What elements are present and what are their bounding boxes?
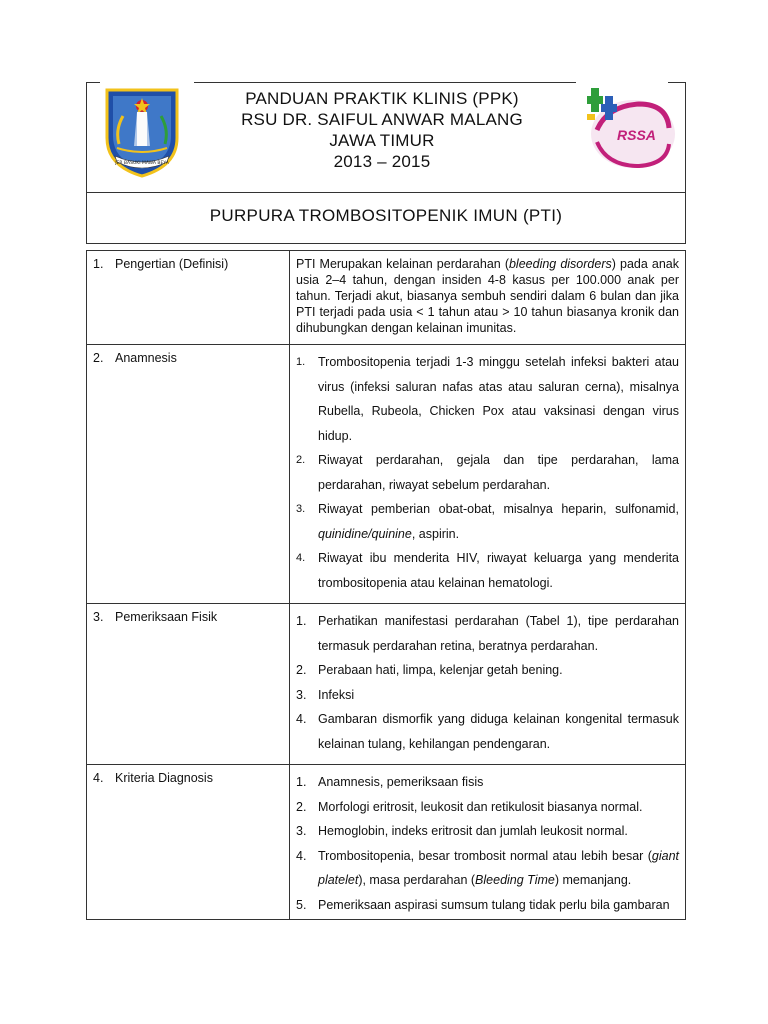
header-province-line: JAWA TIMUR bbox=[329, 131, 435, 150]
table-row bbox=[87, 345, 686, 604]
list-item-text: Gambaran dismorfik yang diduga kelainan kongenital termasuk kelainan tulang, kehilangan pendengaran. bbox=[318, 712, 679, 751]
header-period-line: 2013 – 2015 bbox=[333, 152, 431, 171]
list-item-text: ), masa perdarahan ( bbox=[358, 873, 476, 887]
list-item-number: 1. bbox=[296, 356, 306, 368]
list-item-text: Riwayat ibu menderita HIV, riwayat keluarga yang menderita trombositopenia atau kelainan hematologi. bbox=[318, 551, 679, 590]
row-label: Kriteria Diagnosis bbox=[115, 771, 213, 785]
definition-term: bleeding disorders bbox=[508, 257, 612, 271]
row-label-cell bbox=[87, 251, 290, 345]
row-number: 4. bbox=[93, 771, 104, 785]
svg-text:RSSA: RSSA bbox=[617, 127, 656, 143]
list-item-text: Riwayat perdarahan, gejala dan tipe perdarahan, lama perdarahan, riwayat sebelum perdarahan. bbox=[318, 453, 679, 492]
list-item-text: Pemeriksaan aspirasi sumsum tulang tidak perlu bila gambaran bbox=[318, 897, 670, 912]
list-item-text: Perabaan hati, limpa, kelenjar getah bening. bbox=[318, 663, 563, 677]
ppk-table bbox=[86, 250, 686, 920]
list-item bbox=[296, 770, 679, 795]
list-item-number: 5. bbox=[296, 897, 307, 912]
list-item-number: 1. bbox=[296, 614, 307, 628]
header-hospital-line: RSU DR. SAIFUL ANWAR MALANG bbox=[241, 110, 523, 129]
rssa-logo bbox=[577, 84, 677, 184]
physical-exam-list bbox=[296, 609, 679, 756]
svg-text:JER BASUKI MAWA BEYA: JER BASUKI MAWA BEYA bbox=[115, 161, 169, 166]
row-label-cell bbox=[87, 765, 290, 920]
row-label: Pemeriksaan Fisik bbox=[115, 610, 218, 624]
list-item bbox=[296, 350, 679, 448]
header-text-block bbox=[187, 88, 577, 172]
table-row bbox=[87, 604, 686, 765]
row-content-cell bbox=[290, 765, 686, 920]
header-divider bbox=[87, 192, 685, 193]
list-item-number: 2. bbox=[296, 454, 306, 466]
definition-text: ) pada anak usia 2–4 tahun, dengan insiden 4-8 kasus per 100.000 anak per tahun. Terjadi akut, biasanya sembuh sendiri dalam 6 bulan dan jika PTI terjadi pada usia < 1 tahun atau > 10 tahun biasanya kronik dan dihubungkan dengan kelainan imunitas. bbox=[296, 257, 679, 335]
list-item-number: 2. bbox=[296, 663, 307, 677]
row-label-cell bbox=[87, 345, 290, 604]
table-row bbox=[87, 765, 686, 920]
row-number: 2. bbox=[93, 351, 104, 365]
east-java-coat-of-arms-logo bbox=[101, 86, 183, 178]
list-item-text: Trombositopenia terjadi 1-3 minggu setelah infeksi bakteri atau virus (infeksi saluran nafas atas atau saluran cerna), misalnya Rubella, Rubeola, Chicken Pox atau vaksinasi dengan virus hidup. bbox=[318, 355, 679, 443]
list-item-text: Perhatikan manifestasi perdarahan (Tabel 1), tipe perdarahan termasuk perdarahan retina, beratnya perdarahan. bbox=[318, 614, 679, 653]
list-item-text: Infeksi bbox=[318, 687, 355, 702]
row-content-cell bbox=[290, 345, 686, 604]
document-header bbox=[86, 82, 686, 244]
list-item-term: quinidine/quinine bbox=[318, 526, 412, 541]
table-row bbox=[87, 251, 686, 345]
list-item bbox=[296, 844, 679, 893]
definition-text: PTI Merupakan kelainan perdarahan ( bbox=[296, 257, 509, 271]
list-item-text: Trombositopenia, besar trombosit normal atau lebih besar ( bbox=[318, 848, 652, 863]
list-item-text: Morfologi eritrosit, leukosit dan retikulosit biasanya normal. bbox=[318, 799, 643, 814]
list-item-term: Bleeding Time bbox=[475, 873, 555, 887]
list-item-text: Anamnesis, pemeriksaan fisis bbox=[318, 775, 484, 789]
list-item bbox=[296, 893, 679, 918]
list-item-text: Hemoglobin, indeks eritrosit dan jumlah leukosit normal. bbox=[318, 824, 628, 838]
list-item-number: 4. bbox=[296, 712, 307, 726]
row-label: Pengertian (Definisi) bbox=[115, 257, 229, 271]
list-item bbox=[296, 819, 679, 844]
row-content-cell bbox=[290, 604, 686, 765]
list-item bbox=[296, 448, 679, 497]
list-item bbox=[296, 707, 679, 756]
list-item bbox=[296, 546, 679, 595]
list-item-term: giant platelet bbox=[318, 848, 679, 887]
list-item bbox=[296, 658, 679, 683]
list-item bbox=[296, 497, 679, 546]
list-item-text: Riwayat pemberian obat-obat, misalnya heparin, sulfonamid, bbox=[318, 502, 679, 516]
list-item bbox=[296, 609, 679, 658]
list-item bbox=[296, 795, 679, 820]
document-title: PURPURA TROMBOSITOPENIK IMUN (PTI) bbox=[209, 206, 563, 225]
list-item-number: 4. bbox=[296, 848, 307, 863]
row-label: Anamnesis bbox=[115, 351, 177, 365]
list-item-text: ) memanjang. bbox=[554, 873, 632, 887]
row-content-cell bbox=[290, 251, 686, 345]
header-title-line: PANDUAN PRAKTIK KLINIS (PPK) bbox=[245, 89, 519, 108]
list-item-number: 2. bbox=[296, 799, 307, 814]
list-item-number: 1. bbox=[296, 775, 307, 789]
row-number: 1. bbox=[93, 257, 104, 271]
anamnesis-list bbox=[296, 350, 679, 595]
row-label-cell bbox=[87, 604, 290, 765]
list-item-text: , aspirin. bbox=[411, 526, 460, 541]
diagnosis-criteria-list bbox=[296, 770, 679, 917]
list-item-number: 3. bbox=[296, 503, 306, 515]
list-item-number: 3. bbox=[296, 824, 307, 838]
list-item-number: 3. bbox=[296, 687, 307, 702]
list-item-number: 4. bbox=[296, 552, 306, 564]
list-item bbox=[296, 683, 679, 708]
row-number: 3. bbox=[93, 610, 104, 624]
